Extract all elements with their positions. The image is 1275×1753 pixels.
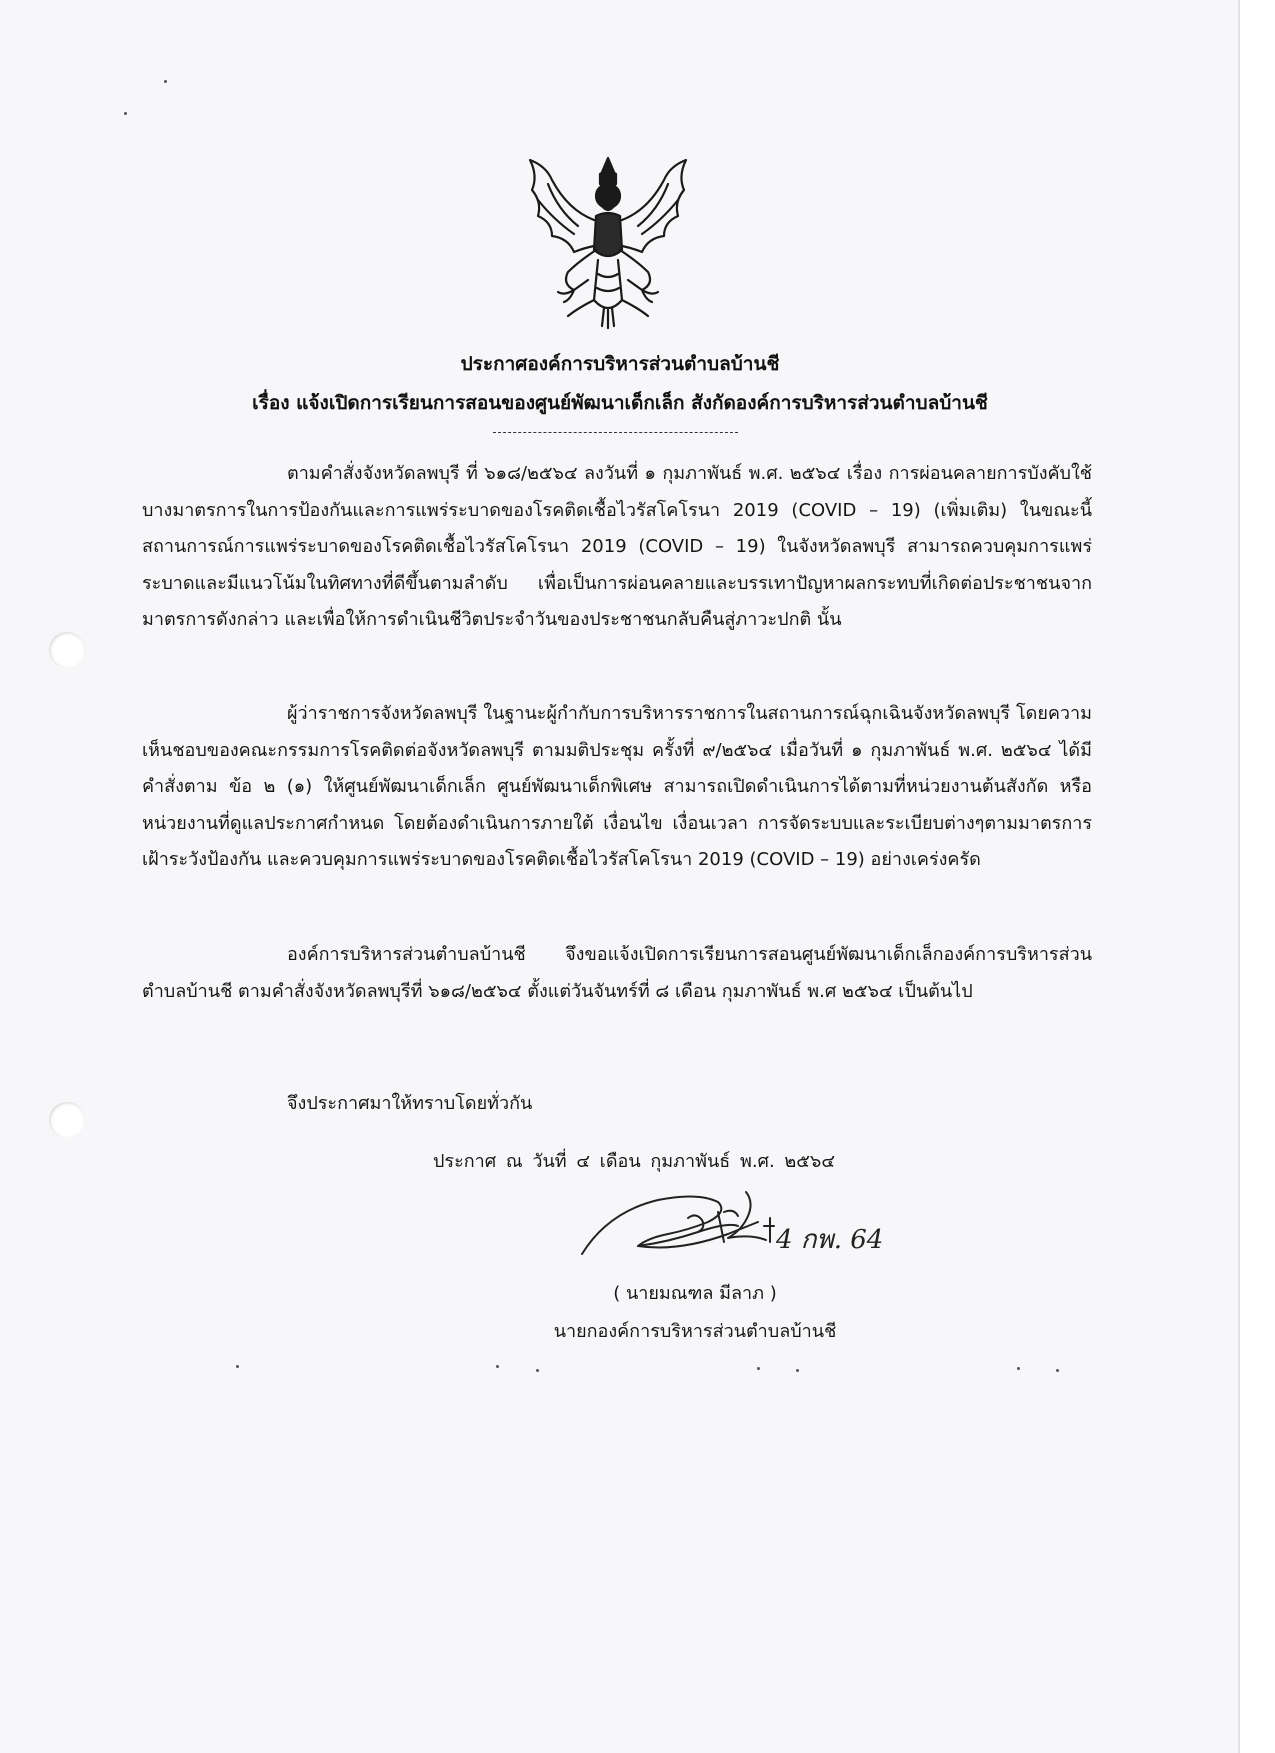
svg-text:4 กพ. 64: 4 กพ. 64 [776,1225,884,1255]
punch-hole [49,632,85,668]
paragraph-1-text: ตามคำสั่งจังหวัดลพบุรี ที่ ๖๑๘/๒๕๖๔ ลงวันที่ ๑ กุมภาพันธ์ พ.ศ. ๒๕๖๔ เรื่อง การผ่อนคลายการบังคับใช้บางมาตรการในการป้องกันและการแพร่ระบาดของโรคติดเชื้อไวรัสโคโรนา 2019 (COVID – 19) (เพิ่มเติม) ในขณะนี้สถานการณ์การแพร่ระบาดของโรคติดเชื้อไวรัสโคโรนา 2019 (COVID – 19) ในจังหวัดลพบุรี สามารถควบคุมการแพร่ระบาดและมีแนวโน้มในทิศทางที่ดีขึ้นตามลำดับ เพื่อเป็นการผ่อนคลายและบรรเทาปัญหาผลกระทบที่เกิดต่อประชาชนจากมาตรการดังกล่าว และเพื่อให้การดำเนินชีวิตประจำวันของประชาชนกลับคืนสู่ภาวะปกติ นั้น [142,463,1092,630]
signature [578,1182,898,1272]
announcement-title: ประกาศองค์การบริหารส่วนตำบลบ้านชี [460,353,780,375]
announcement-date: ประกาศ ณ วันที่ ๔ เดือน กุมภาพันธ์ พ.ศ. ๒๕๖๔ [433,1151,835,1172]
signer-name: ( นายมณฑล มีลาภ ) [613,1283,777,1304]
page-margin [1240,0,1275,1753]
paragraph-2 [142,696,1092,879]
paragraph-3 [142,937,1092,1010]
paragraph-2-text: ผู้ว่าราชการจังหวัดลพบุรี ในฐานะผู้กำกับการบริหารราชการในสถานการณ์ฉุกเฉินจังหวัดลพบุรี โดยความเห็นชอบของคณะกรรมการโรคติดต่อจังหวัดลพบุรี ตามมติประชุม ครั้งที่ ๙/๒๕๖๔ เมื่อวันที่ ๑ กุมภาพันธ์ พ.ศ. ๒๕๖๔ ได้มีคำสั่งตาม ข้อ ๒ (๑) ให้ศูนย์พัฒนาเด็กเล็ก ศูนย์พัฒนาเด็กพิเศษ สามารถเปิดดำเนินการได้ตามที่หน่วยงานต้นสังกัด หรือหน่วยงานที่ดูแลประกาศกำหนด โดยต้องดำเนินการภายใต้ เงื่อนไข เงื่อนเวลา การจัดระบบและระเบียบต่างๆตามมาตรการเฝ้าระวังป้องกัน และควบคุมการแพร่ระบาดของโรคติดเชื้อไวรัสโคโรนา 2019 (COVID – 19) อย่างเคร่งครัด [142,703,1092,870]
closing-statement: จึงประกาศมาให้ทราบโดยทั่วกัน [287,1093,533,1114]
punch-hole [49,1102,85,1138]
garuda-emblem [518,150,698,330]
paragraph-3-text: องค์การบริหารส่วนตำบลบ้านชี จึงขอแจ้งเปิดการเรียนการสอนศูนย์พัฒนาเด็กเล็กองค์การบริหารส่วนตำบลบ้านชี ตามคำสั่งจังหวัดลพบุรีที่ ๖๑๘/๒๕๖๔ ตั้งแต่วันจันทร์ที่ ๘ เดือน กุมภาพันธ์ พ.ศ ๒๕๖๔ เป็นต้นไป [142,944,1092,1002]
announcement-subject: เรื่อง แจ้งเปิดการเรียนการสอนของศูนย์พัฒนาเด็กเล็ก สังกัดองค์การบริหารส่วนตำบลบ้านชี [252,392,988,414]
paragraph-1 [142,456,1092,639]
signer-position: นายกองค์การบริหารส่วนตำบลบ้านชี [553,1321,837,1342]
title-divider [493,432,738,433]
